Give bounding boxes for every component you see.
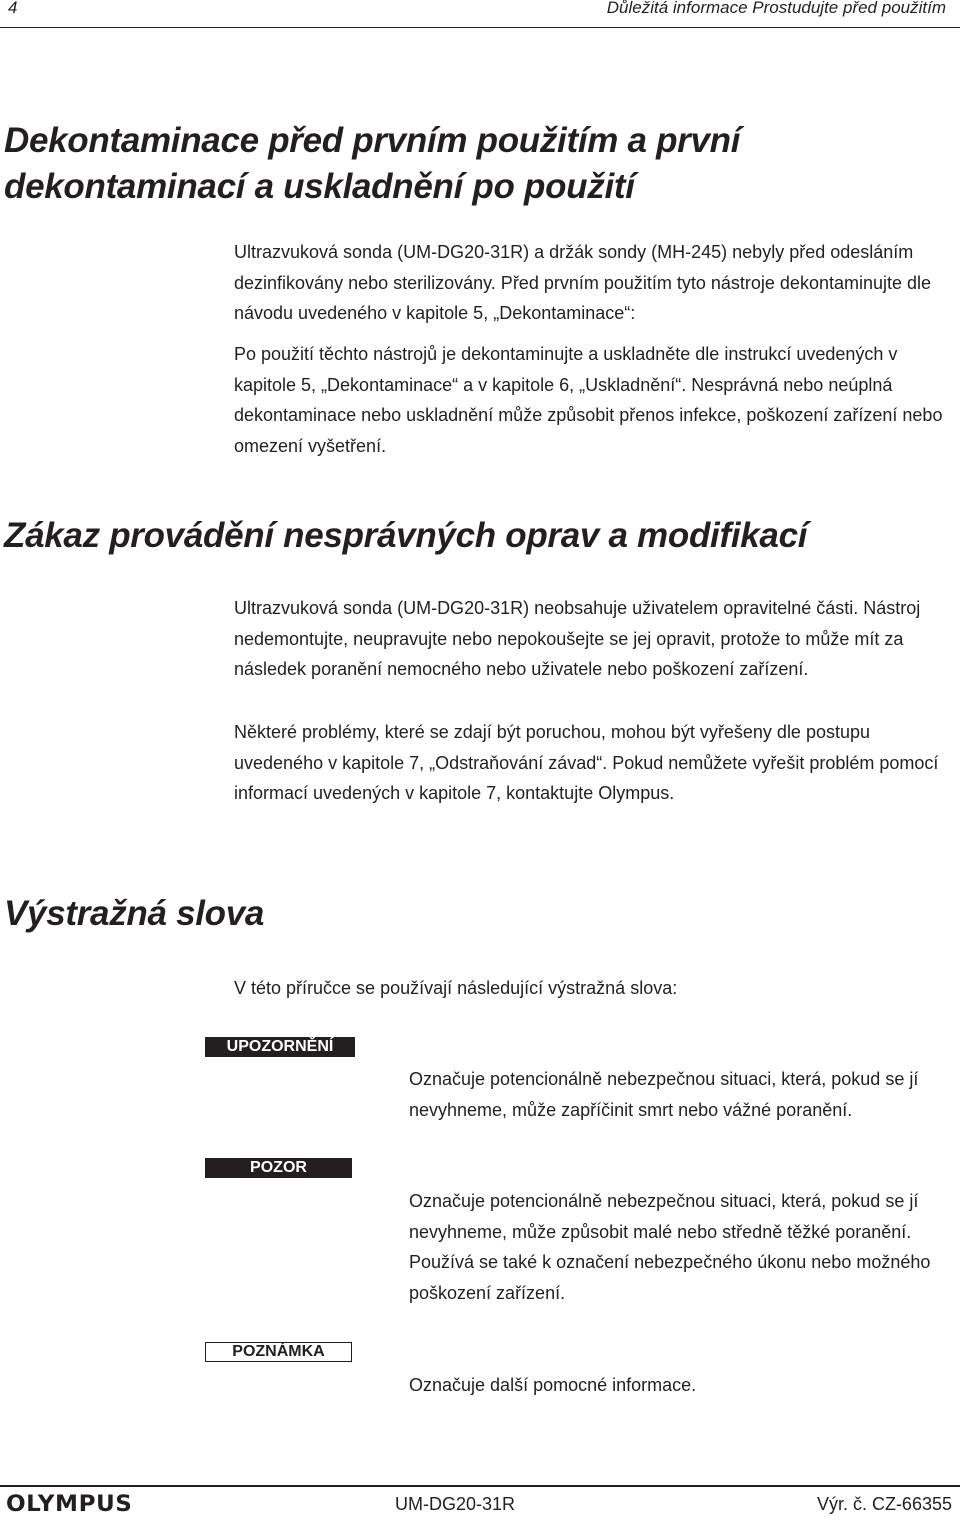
olympus-logo: OLYMPUS (6, 1492, 133, 1517)
section-title-signal-words: Výstražná slova (4, 894, 265, 933)
decontamination-paragraph-1: Ultrazvuková sonda (UM-DG20-31R) a držák sondy (MH-245) nebyly před odesláním dezinfikovány nebo sterilizovány. Před prvním použitím tyto nástroje dekontaminujte dle návodu uvedeného v kapitole 5, „Dekontaminace“: (234, 242, 932, 324)
signal-words-intro: V této příručce se používají následující výstražná slova: (234, 978, 678, 998)
warning-badge: UPOZORNĚNÍ (205, 1037, 355, 1057)
note-badge: POZNÁMKA (205, 1342, 352, 1362)
note-description: Označuje další pomocné informace. (409, 1375, 697, 1395)
page-number: 4 (8, 0, 18, 17)
caution-badge: POZOR (205, 1158, 352, 1178)
document-number: Výr. č. CZ-66355 (816, 1494, 952, 1514)
section-title-repairs: Zákaz provádění nesprávných oprav a modifikací (4, 516, 808, 555)
footer-divider (0, 1485, 960, 1487)
decontamination-paragraph-2: Po použití těchto nástrojů je dekontaminujte a uskladněte dle instrukcí uvedených v kapitole 5, „Dekontaminace“ a v kapitole 6, „Uskladnění“. Nesprávná nebo neúplná dekontaminace nebo uskladnění může způsobit přenos infekce, poškození zařízení nebo omezení vyšetření. (234, 344, 943, 456)
running-head: Důležitá informace Prostudujte před použitím (606, 0, 946, 17)
repairs-paragraph-2: Některé problémy, které se zdají být poruchou, mohou být vyřešeny dle postupu uvedeného v kapitole 7, „Odstraňování závad“. Pokud nemůžete vyřešit problém pomocí informací uvedených v kapitole 7, kontaktujte Olympus. (234, 722, 939, 804)
page-header (0, 0, 960, 34)
section-title-decontamination: Dekontaminace před prvním použitím a první dekontaminací a uskladnění po použití (4, 121, 741, 206)
header-divider (0, 27, 960, 28)
repairs-paragraph-1: Ultrazvuková sonda (UM-DG20-31R) neobsahuje uživatelem opravitelné části. Nástroj nedemontujte, neupravujte nebo nepokoušejte se jej opravit, protože to může mít za následek poranění nemocného nebo uživatele nebo poškození zařízení. (234, 598, 921, 680)
warning-description: Označuje potencionálně nebezpečnou situaci, která, pokud se jí nevyhneme, může zapříčinit smrt nebo vážné poranění. (409, 1069, 919, 1120)
model-number: UM-DG20-31R (395, 1494, 516, 1514)
caution-description: Označuje potencionálně nebezpečnou situaci, která, pokud se jí nevyhneme, může způsobit malé nebo středně těžké poranění. Používá se také k označení nebezpečného úkonu nebo možného poškození zařízení. (409, 1191, 931, 1303)
